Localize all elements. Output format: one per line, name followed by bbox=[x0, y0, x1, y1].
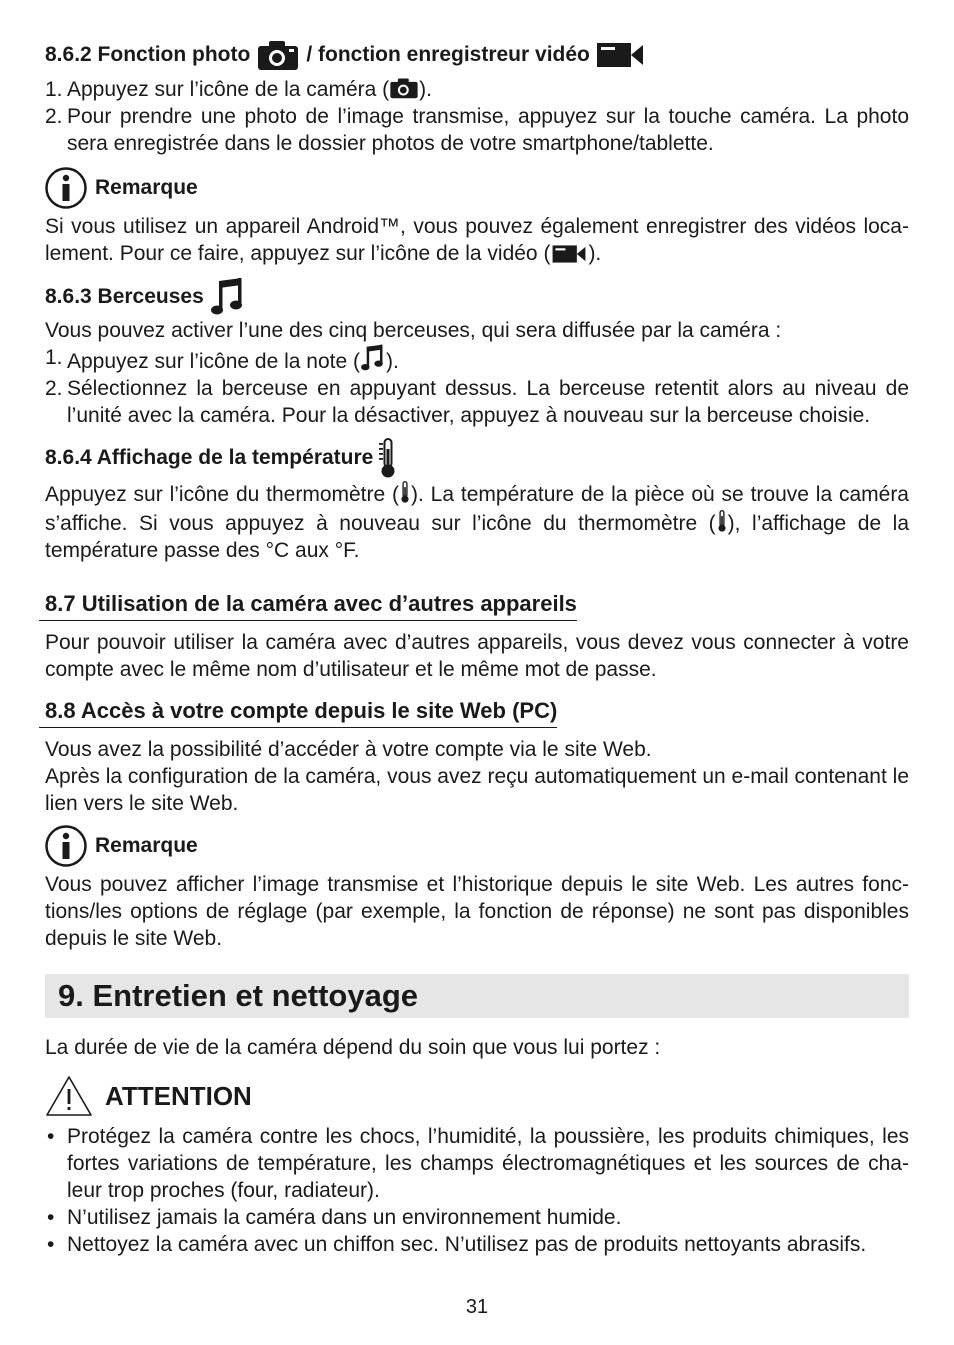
step-text: Sélectionnez la berceuse en appuyant dessus. La berceuse retentit alors au niveau de l’unité avec la caméra. Pour la désactiver, appuyez à nouveau sur la berceuse choisie. bbox=[67, 377, 909, 427]
chapter-heading-9 bbox=[45, 974, 909, 1018]
camera-icon bbox=[256, 38, 300, 72]
note-text bbox=[45, 213, 909, 267]
intro-8-6-3: Vous pouvez activer l’une des cinq berceuses, qui sera diffusée par la caméra : bbox=[45, 319, 782, 342]
list-marker: 2. bbox=[45, 377, 63, 400]
care-bullets bbox=[45, 1123, 909, 1258]
intro-9: La durée de vie de la caméra dépend du soin que vous lui portez : bbox=[45, 1036, 661, 1059]
attention-label: ATTENTION bbox=[105, 1080, 252, 1111]
thermometer-icon bbox=[377, 437, 399, 479]
heading-8-6-4-text: 8.6.4 Affichage de la température bbox=[45, 446, 374, 469]
step-text: Appuyez sur l’icône de la note ( bbox=[67, 350, 361, 373]
step-text: ). bbox=[386, 350, 399, 373]
heading-8-8: 8.8 Accès à votre compte depuis le site Web (PC) bbox=[39, 697, 557, 728]
heading-8-6-3-text: 8.6.3 Berceuses bbox=[45, 285, 204, 308]
warning-icon bbox=[45, 1075, 93, 1117]
info-icon bbox=[45, 825, 87, 867]
text-8-8-2: Après la configuration de la caméra, vous avez reçu automatiquement un e-mail contenant le lien vers le site Web. bbox=[45, 765, 909, 815]
step-text: Appuyez sur l’icône de la caméra ( bbox=[67, 78, 390, 101]
note-heading bbox=[45, 825, 909, 867]
attention-heading bbox=[45, 1075, 909, 1117]
list-marker: 2. bbox=[45, 105, 63, 128]
list-item bbox=[45, 1123, 909, 1204]
text-8-6-4-part: ). La température de la pièce où se trouve la caméra s’affiche. Si vous appuyez à nouveau sur l’icône du thermomètre ( bbox=[45, 483, 909, 535]
heading-8-6-2 bbox=[45, 38, 909, 72]
note-heading bbox=[45, 167, 909, 209]
page-number: 31 bbox=[465, 1296, 489, 1318]
list-item bbox=[45, 344, 909, 375]
page-content bbox=[45, 38, 909, 1258]
list-item bbox=[45, 375, 909, 429]
list-item bbox=[45, 1231, 909, 1258]
note-text: Vous pouvez afficher l’image transmise et l’historique depuis le site Web. Les autres fonctions/les options de réglage (par exemple, la fonction de réponse) ne sont pas disponibles depuis le site Web. bbox=[45, 873, 909, 950]
camera-icon bbox=[389, 76, 419, 100]
list-item bbox=[45, 103, 909, 157]
thermometer-icon bbox=[399, 479, 411, 505]
heading-8-7-wrap bbox=[45, 590, 909, 621]
note-label: Remarque bbox=[95, 176, 198, 199]
text-8-6-4-part: Appuyez sur l’icône du thermomètre ( bbox=[45, 483, 400, 506]
text-8-7: Pour pouvoir utiliser la caméra avec d’autres appareils, vous devez vous connecter à votre compte avec le même nom d’utilisateur et le même mot de passe. bbox=[45, 631, 909, 681]
chapter-title: 9. Entretien et nettoyage bbox=[58, 978, 419, 1013]
thermometer-icon bbox=[716, 508, 728, 534]
step-text: Pour prendre une photo de l’image transmise, appuyez sur la touche caméra. La photo sera enregistrée dans le dossier photos de votre smartphone/tablette. bbox=[67, 105, 909, 155]
step-text: ). bbox=[419, 78, 432, 101]
text-8-6-4-part: ), l’affichage de la température passe des °C aux °F. bbox=[45, 512, 910, 562]
steps-8-6-2 bbox=[45, 76, 909, 157]
note-text-part: Si vous utilisez un appareil Android™, vous pouvez également enregistrer des vidéos localement. Pour ce faire, appuyez sur l’icône de la vidéo ( bbox=[45, 215, 909, 265]
video-camera-icon bbox=[550, 244, 588, 264]
note-label: Remarque bbox=[95, 834, 198, 857]
bullet-marker: • bbox=[47, 1206, 55, 1229]
bullet-text: Protégez la caméra contre les chocs, l’humidité, la poussière, les produits chimiques, les fortes variations de température, les champs électromagnétiques et les sources de chaleur trop proches (four, radiateur). bbox=[67, 1125, 909, 1202]
text-8-6-4 bbox=[45, 479, 909, 564]
list-item bbox=[45, 76, 909, 103]
heading-8-6-3 bbox=[45, 277, 909, 317]
heading-8-6-4 bbox=[45, 437, 909, 479]
heading-8-8-wrap bbox=[45, 697, 909, 728]
steps-8-6-3 bbox=[45, 344, 909, 429]
list-item bbox=[45, 1204, 909, 1231]
heading-8-6-2-part2: / fonction enregistreur vidéo bbox=[306, 43, 590, 66]
bullet-text: N’utilisez jamais la caméra dans un environnement humide. bbox=[67, 1206, 622, 1229]
info-icon bbox=[45, 167, 87, 209]
list-marker: 1. bbox=[45, 346, 63, 369]
video-camera-icon bbox=[596, 41, 644, 69]
bullet-text: Nettoyez la caméra avec un chiffon sec. N’utilisez pas de produits nettoyants abrasifs. bbox=[67, 1233, 867, 1256]
text-8-8-1: Vous avez la possibilité d’accéder à votre compte via le site Web. bbox=[45, 738, 652, 761]
heading-8-7: 8.7 Utilisation de la caméra avec d’autres appareils bbox=[39, 590, 577, 621]
music-note-icon bbox=[210, 277, 246, 317]
bullet-marker: • bbox=[47, 1233, 55, 1256]
music-note-icon bbox=[360, 344, 386, 372]
list-marker: 1. bbox=[45, 78, 63, 101]
note-text-part: ). bbox=[588, 242, 602, 265]
heading-8-6-2-part1: 8.6.2 Fonction photo bbox=[45, 43, 251, 66]
bullet-marker: • bbox=[47, 1125, 55, 1148]
